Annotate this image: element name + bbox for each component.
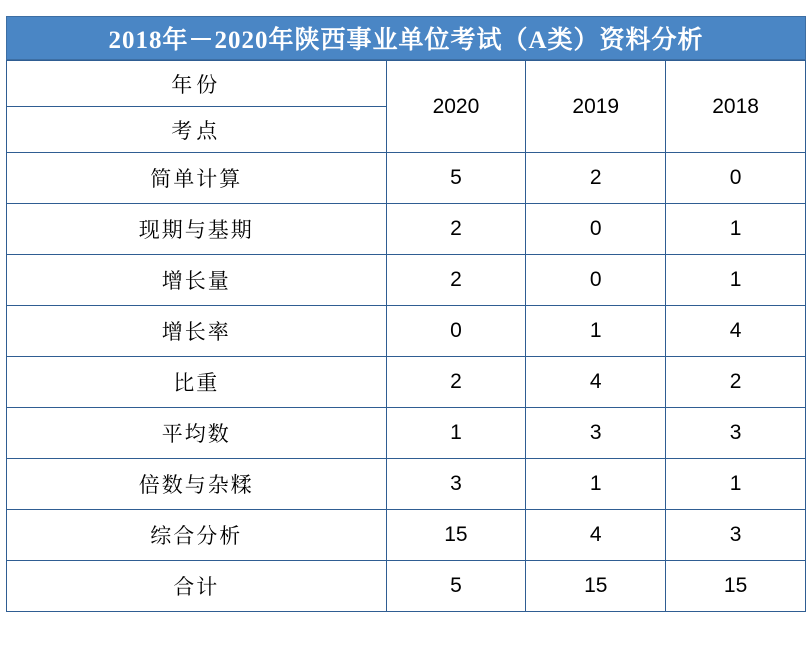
- row-value-2020: 5: [386, 153, 526, 204]
- table-body: [7, 61, 806, 612]
- row-label: 平均数: [7, 408, 387, 459]
- row-value-2018: 1: [666, 255, 806, 306]
- row-value-2019: 4: [526, 510, 666, 561]
- row-value-2019: 15: [526, 561, 666, 612]
- row-label: 现期与基期: [7, 204, 387, 255]
- row-label: 比重: [7, 357, 387, 408]
- table-row: [7, 153, 806, 204]
- row-value-2020: 3: [386, 459, 526, 510]
- row-value-2019: 1: [526, 459, 666, 510]
- page-title: 2018年－2020年陕西事业单位考试（A类）资料分析: [108, 27, 704, 54]
- row-value-2020: 15: [386, 510, 526, 561]
- table-header-row-year: [7, 61, 806, 107]
- row-value-2019: 0: [526, 255, 666, 306]
- row-value-2019: 1: [526, 306, 666, 357]
- row-value-2020: 2: [386, 204, 526, 255]
- row-value-2020: 5: [386, 561, 526, 612]
- row-value-2020: 2: [386, 357, 526, 408]
- row-value-2018: 1: [666, 204, 806, 255]
- header-year-2018: 2018: [666, 61, 806, 153]
- row-value-2018: 3: [666, 510, 806, 561]
- row-value-2018: 0: [666, 153, 806, 204]
- header-col-label: 考点: [7, 107, 387, 153]
- table-row-total: [7, 561, 806, 612]
- row-label: 增长率: [7, 306, 387, 357]
- row-label: 合计: [7, 561, 387, 612]
- table-row: [7, 255, 806, 306]
- row-value-2019: 0: [526, 204, 666, 255]
- row-value-2020: 2: [386, 255, 526, 306]
- row-label: 综合分析: [7, 510, 387, 561]
- row-value-2019: 3: [526, 408, 666, 459]
- table-row: [7, 459, 806, 510]
- table-row: [7, 306, 806, 357]
- table-row: [7, 204, 806, 255]
- row-label: 倍数与杂糅: [7, 459, 387, 510]
- row-value-2018: 2: [666, 357, 806, 408]
- row-value-2018: 4: [666, 306, 806, 357]
- row-value-2019: 4: [526, 357, 666, 408]
- row-value-2020: 1: [386, 408, 526, 459]
- header-row-label: 年份: [7, 61, 387, 107]
- row-value-2018: 1: [666, 459, 806, 510]
- row-value-2018: 3: [666, 408, 806, 459]
- row-value-2018: 15: [666, 561, 806, 612]
- data-table: [6, 60, 806, 612]
- table-row: [7, 357, 806, 408]
- table-row: [7, 408, 806, 459]
- row-value-2019: 2: [526, 153, 666, 204]
- row-label: 简单计算: [7, 153, 387, 204]
- table-title-bar: [6, 16, 806, 60]
- table-row: [7, 510, 806, 561]
- header-year-2020: 2020: [386, 61, 526, 153]
- row-label: 增长量: [7, 255, 387, 306]
- header-year-2019: 2019: [526, 61, 666, 153]
- row-value-2020: 0: [386, 306, 526, 357]
